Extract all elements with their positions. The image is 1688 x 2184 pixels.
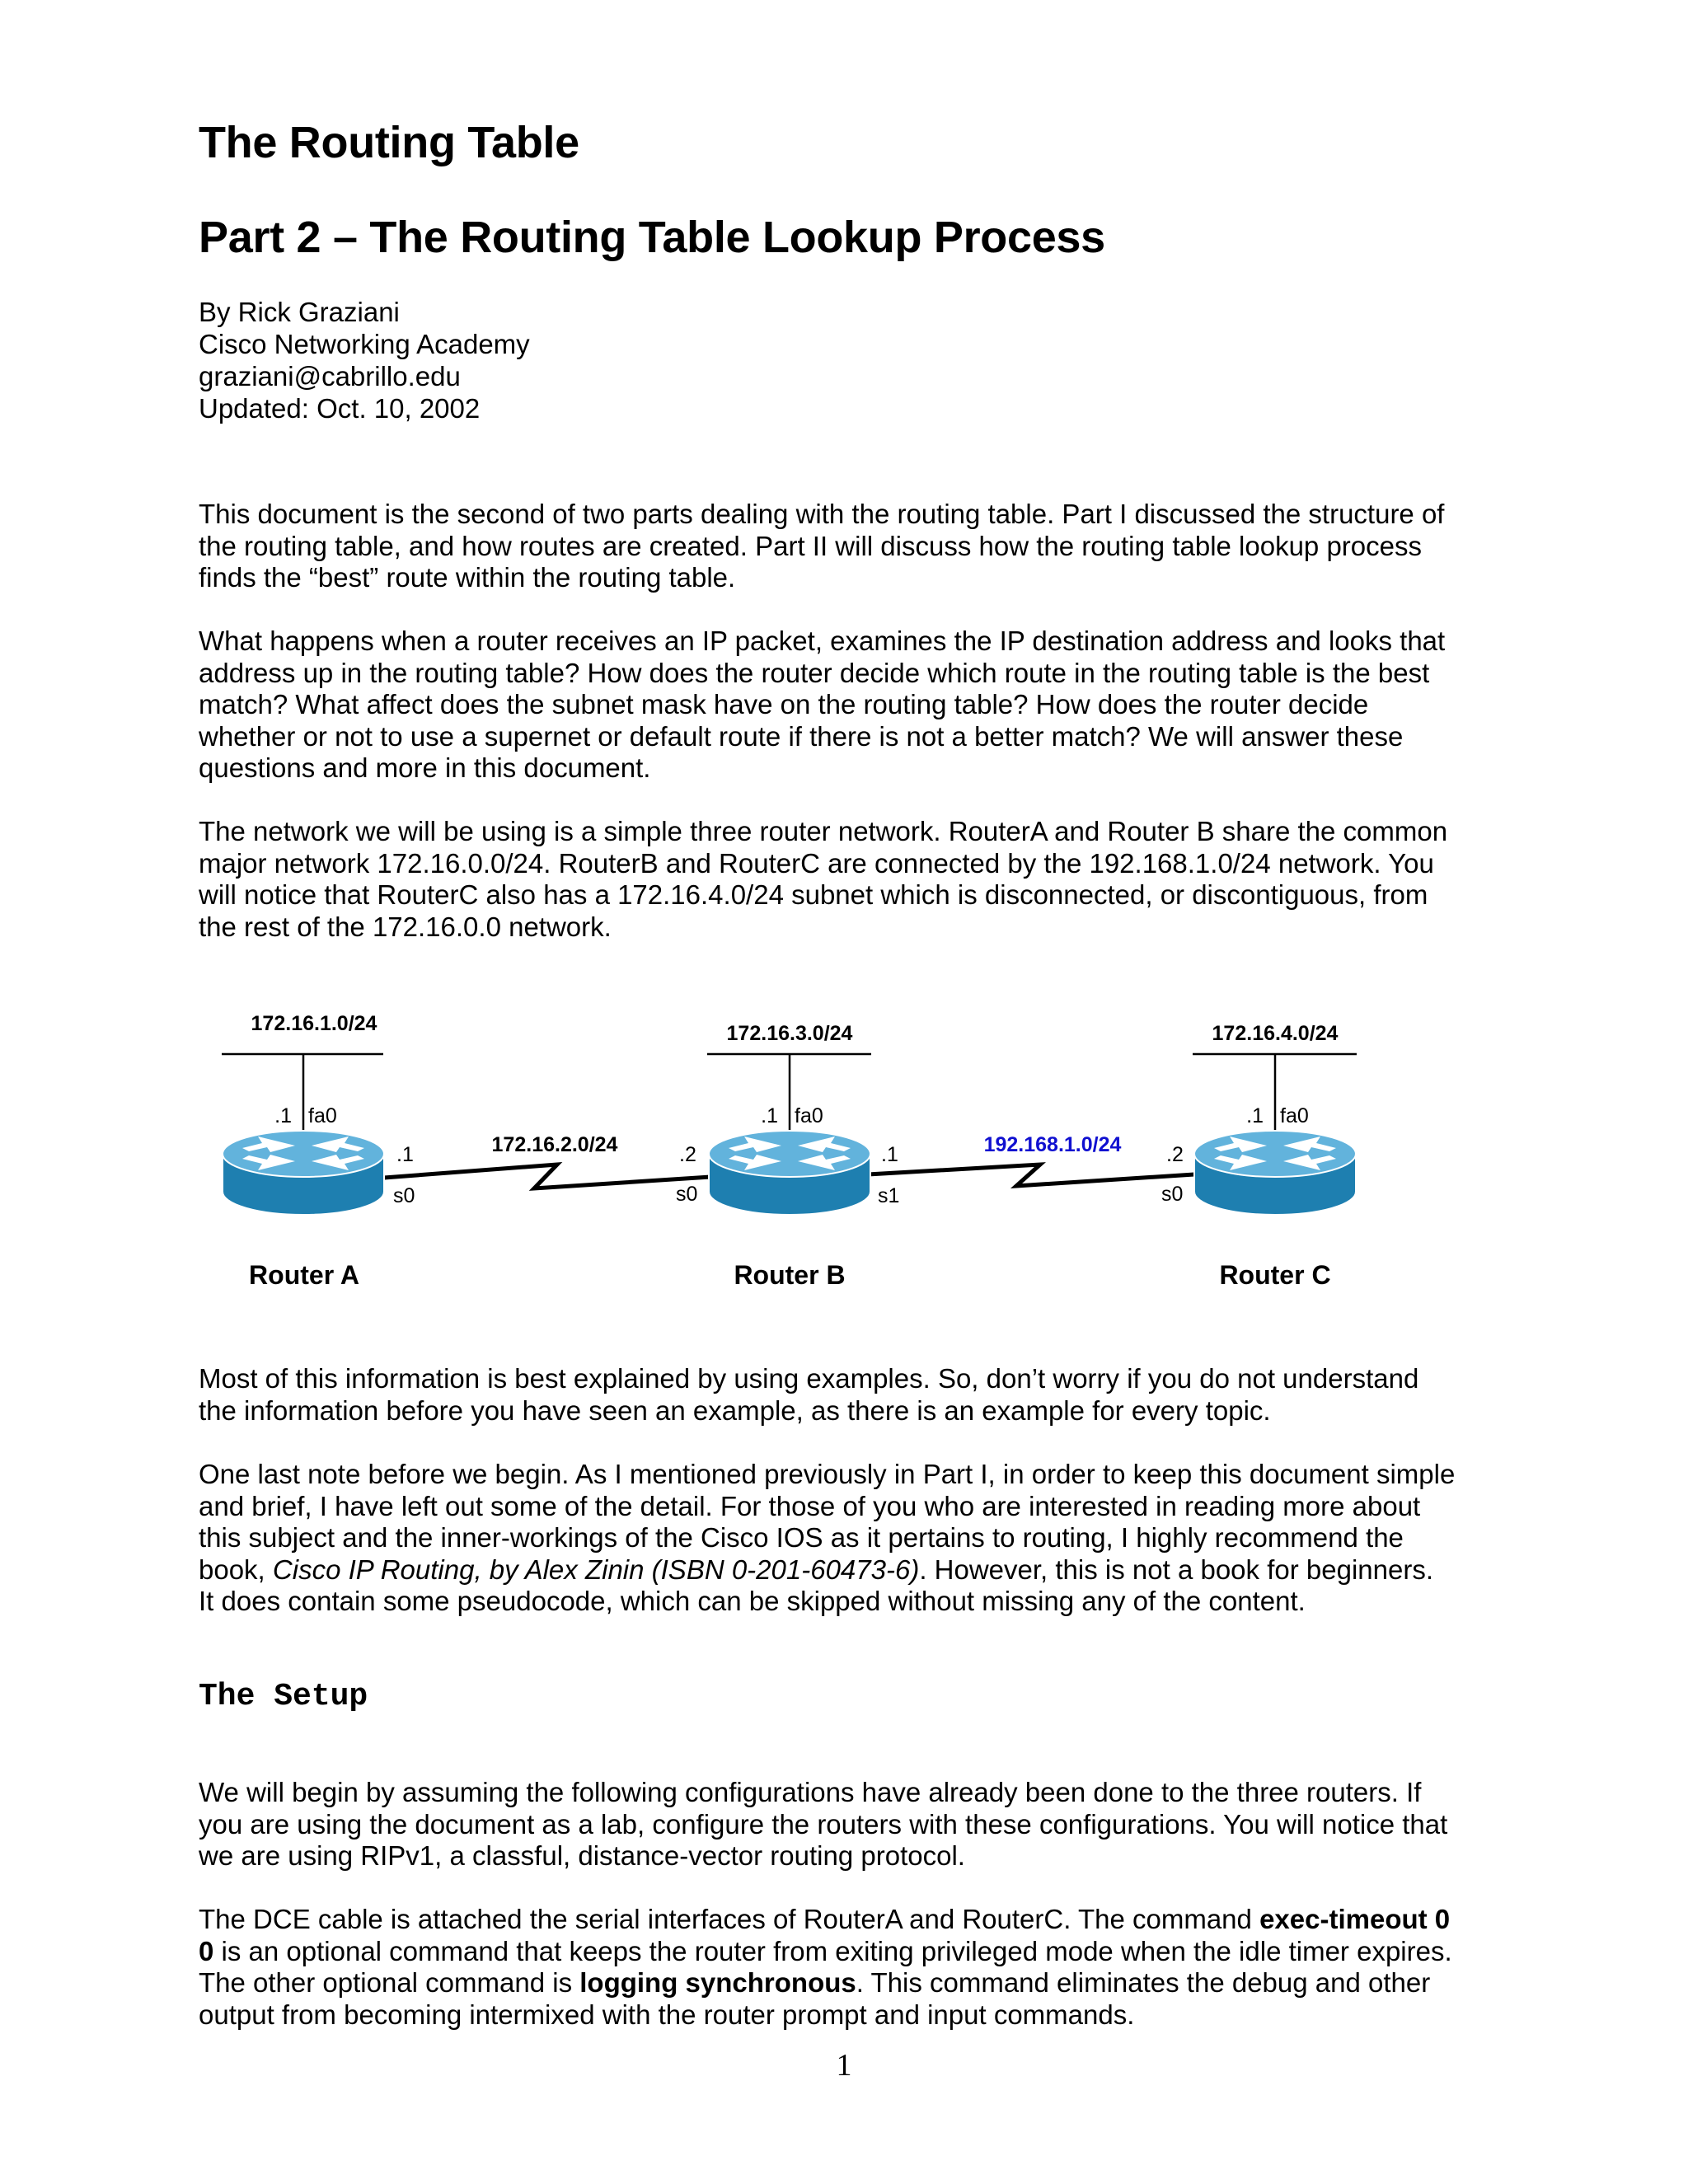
command-logging-synchronous: logging synchronous [579,1967,856,1998]
author-name: By Rick Graziani [199,297,400,327]
book-reference: Cisco IP Routing, by Alex Zinin (ISBN 0-201-60473-6) [272,1554,920,1585]
serial-link-b-c [868,1165,1194,1186]
serial-link-a-b [384,1165,710,1188]
router-b-s1-label: s1 [878,1184,900,1207]
router-b-fa0-address: .1 [761,1104,778,1127]
router-a-fa0-address: .1 [274,1104,292,1127]
router-b-name: Router B [734,1260,846,1290]
router-a-s0-label: s0 [393,1184,415,1207]
lan-b-label: 172.16.3.0/24 [726,1022,853,1045]
router-c-fa0-address: .1 [1246,1104,1264,1127]
examples-paragraph: Most of this information is best explained by using examples. So, don’t worry if you do not understand the information before you have seen an example, as there is an example for every topic. [199,1363,1419,1426]
configuration-paragraph: We will begin by assuming the following configurations have already been done to the three routers. If you are using the document as a lab, configure the routers with these configurations. You will notice that we are using RIPv1, a classful, distance-vector routing protocol. [199,1777,1448,1871]
router-a-s0-address: .1 [396,1143,414,1166]
router-b-fa0-label: fa0 [795,1104,823,1127]
document-subtitle: Part 2 – The Routing Table Lookup Process [199,213,1105,262]
router-c-fa0-label: fa0 [1280,1104,1309,1127]
intro-paragraph: This document is the second of two parts dealing with the routing table. Part I discussed the structure of the routing table, and how routes are created. Part II will discuss how the routing table lookup process finds the “best” route within the routing table. [199,499,1445,593]
router-c-icon [1194,1131,1356,1215]
questions-paragraph: What happens when a router receives an IP packet, examines the IP destination address and looks that address up in the routing table? How does the router decide which route in the routing table is the best match? What affect does the subnet mask have on the routing table? How does the router decide whether or not to use a supernet or default route if there is not a better match? We will answer these questions and more in this document. [199,626,1446,783]
router-c-name: Router C [1219,1260,1331,1290]
setup-heading: The Setup [199,1679,368,1714]
router-b-s1-address: .1 [881,1143,898,1166]
page-number: 1 [836,2048,852,2083]
author-block [199,296,530,424]
network-topology-diagram [0,989,1688,1319]
router-b-icon [709,1131,870,1215]
dce-paragraph: The DCE cable is attached the serial interfaces of RouterA and RouterC. The command exec-timeout 0 0 is an optional command that keeps the router from exiting privileged mode when the idle timer expires. The other optional command is logging synchronous. This command eliminates the debug and other output from becoming intermixed with the router prompt and input commands. [199,1904,1452,2030]
author-email: graziani@cabrillo.edu [199,361,461,391]
author-org: Cisco Networking Academy [199,329,530,359]
network-paragraph: The network we will be using is a simple three router network. RouterA and Router B share the common major network 172.16.0.0/24. RouterB and RouterC are connected by the 192.168.1.0/24 network. You will notice that RouterC also has a 172.16.4.0/24 subnet which is disconnected, or discontiguous, from the rest of the 172.16.0.0 network. [199,816,1448,942]
router-a-icon [223,1131,384,1215]
command-exec-timeout: exec-timeout 0 [1259,1904,1451,1934]
router-b-s0-label: s0 [676,1183,698,1206]
updated-date: Updated: Oct. 10, 2002 [199,393,481,424]
router-c-s0-label: s0 [1161,1183,1184,1206]
router-c-s0-address: .2 [1166,1143,1184,1166]
router-b-s0-address: .2 [679,1143,696,1166]
lan-a-label: 172.16.1.0/24 [251,1012,377,1035]
router-a-name: Router A [249,1260,359,1290]
note-paragraph: One last note before we begin. As I mentioned previously in Part I, in order to keep this document simple and brief, I have left out some of the detail. For those of you who are interested in reading more about this subject and the inner-workings of the Cisco IOS as it pertains to routing, I highly recommend the book, Cisco IP Routing, by Alex Zinin (ISBN 0-201-60473-6). However, this is not a book for beginners. It does contain some pseudocode, which can be skipped without missing any of the content. [199,1459,1456,1616]
document-title: The Routing Table [199,118,579,167]
router-a-fa0-label: fa0 [308,1104,337,1127]
wan-b-c-label: 192.168.1.0/24 [983,1133,1122,1156]
lan-c-label: 172.16.4.0/24 [1212,1022,1339,1045]
wan-a-b-label: 172.16.2.0/24 [491,1133,618,1156]
